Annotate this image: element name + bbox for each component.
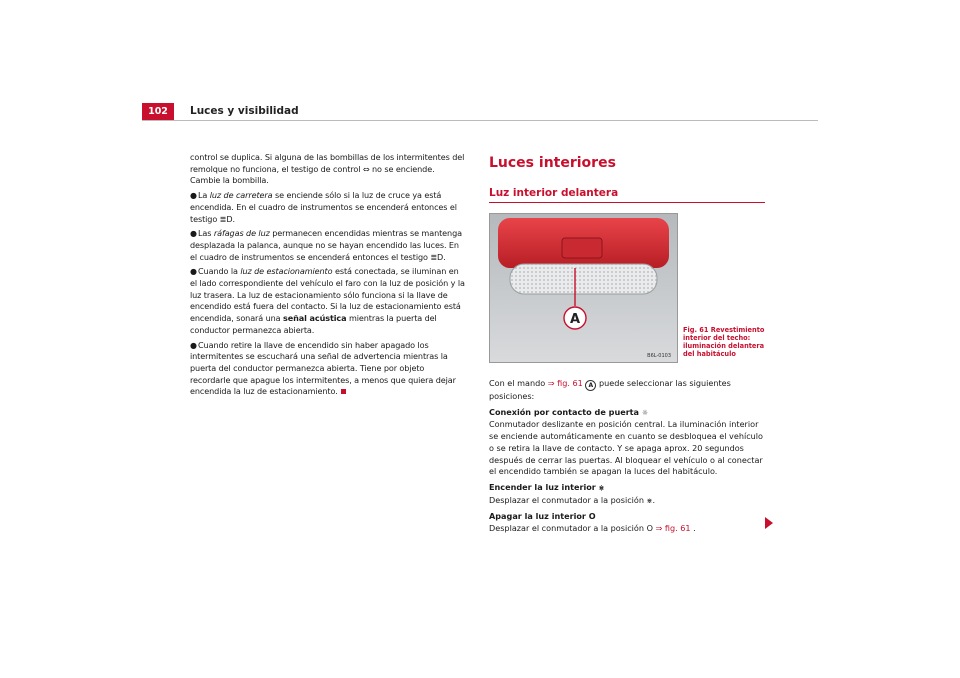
figure-interior-light — [489, 213, 678, 363]
light-on-icon: ⋇ — [598, 483, 605, 492]
bullet-item: ●La luz de carretera se enciende sólo si la luz de cruce ya está encendida. En el cuadro de instrumentos se encenderá entonces el testigo ≣D. — [190, 190, 457, 224]
right-column — [489, 378, 769, 539]
subsection-title: Luz interior delantera — [489, 187, 619, 199]
interior-light-illustration — [490, 214, 677, 362]
figure-callout-a: A — [569, 312, 581, 327]
header-divider — [142, 120, 818, 121]
position-heading-door: Conexión por contacto de puerta ☼ — [489, 406, 649, 417]
left-column — [190, 152, 466, 401]
end-marker-icon — [341, 389, 346, 394]
figure-code: B6L-0103 — [647, 353, 671, 359]
bullet-icon: ● — [190, 191, 197, 201]
light-on-icon: ⋇ — [646, 496, 653, 505]
bullet-icon: ● — [190, 267, 197, 277]
figure-reference-link[interactable]: ⇒ fig. 61 — [655, 523, 691, 534]
bullet-icon: ● — [190, 229, 197, 239]
door-contact-icon: ☼ — [641, 408, 649, 417]
page-header-title: Luces y visibilidad — [190, 105, 299, 117]
bullet-icon: ● — [190, 340, 197, 350]
position-heading-on: Encender la luz interior ⋇ — [489, 481, 605, 492]
position-text-door: Conmutador deslizante en posición central. La iluminación interior se enciende automáticamente en cuanto se desbloquea el vehículo o se retira la llave de contacto. Y se apaga aprox. 20 segundos después de cerrar las puertas. Al bloquear el vehículo o al conectar el encendido también se apagan la luces del habitáculo. — [489, 419, 763, 477]
subsection-divider — [489, 202, 765, 203]
figure-reference-link[interactable]: ⇒ fig. 61 — [547, 378, 583, 388]
paragraph: control se duplica. Si alguna de las bombillas de los intermitentes del remolque no funciona, el testigo de control ⇔ no se enciende. Cambie la bombilla. — [190, 152, 465, 186]
next-page-arrow-icon — [765, 517, 773, 529]
position-text-on: Desplazar el conmutador a la posición ⋇. — [489, 494, 656, 505]
position-heading-off: Apagar la luz interior O — [489, 511, 596, 522]
figure-caption: Fig. 61 Revestimiento interior del techo: iluminación delantera del habitáculo — [683, 326, 765, 358]
bullet-item: ●Cuando retire la llave de encendido sin haber apagado los intermitentes se escuchará una señal de advertencia mientras la puerta del conductor permanezca abierta. Tiene por objeto recordarle que apague los intermitentes, a menos que quiera dejar encendida la luz de estacionamiento. — [190, 339, 456, 397]
bullet-item: ●Las ráfagas de luz permanecen encendidas mientras se mantenga desplazada la palanca, aunque no se hayan encendido las luces. En el cuadro de instrumentos se encenderá entonces el testigo ≣D. — [190, 228, 462, 262]
intro-text: Con el mando ⇒ fig. 61 A puede seleccionar las siguientes posiciones: — [489, 378, 731, 401]
bullet-item: ●Cuando la luz de estacionamiento está conectada, se iluminan en el lado correspondiente del vehículo el faro con la luz de posición y la luz trasera. La luz de estacionamiento sólo funciona si la llave de encendido está fuera del contacto. Si la luz de estacionamiento está encendida, sonará una señal acústica mientras la puerta del conductor permanezca abierta. — [190, 266, 465, 335]
section-title: Luces interiores — [489, 155, 616, 171]
callout-a-badge: A — [585, 380, 596, 391]
page-number: 102 — [142, 103, 174, 120]
position-text-off: Desplazar el conmutador a la posición O ⇒ fig. 61 . — [489, 523, 696, 534]
